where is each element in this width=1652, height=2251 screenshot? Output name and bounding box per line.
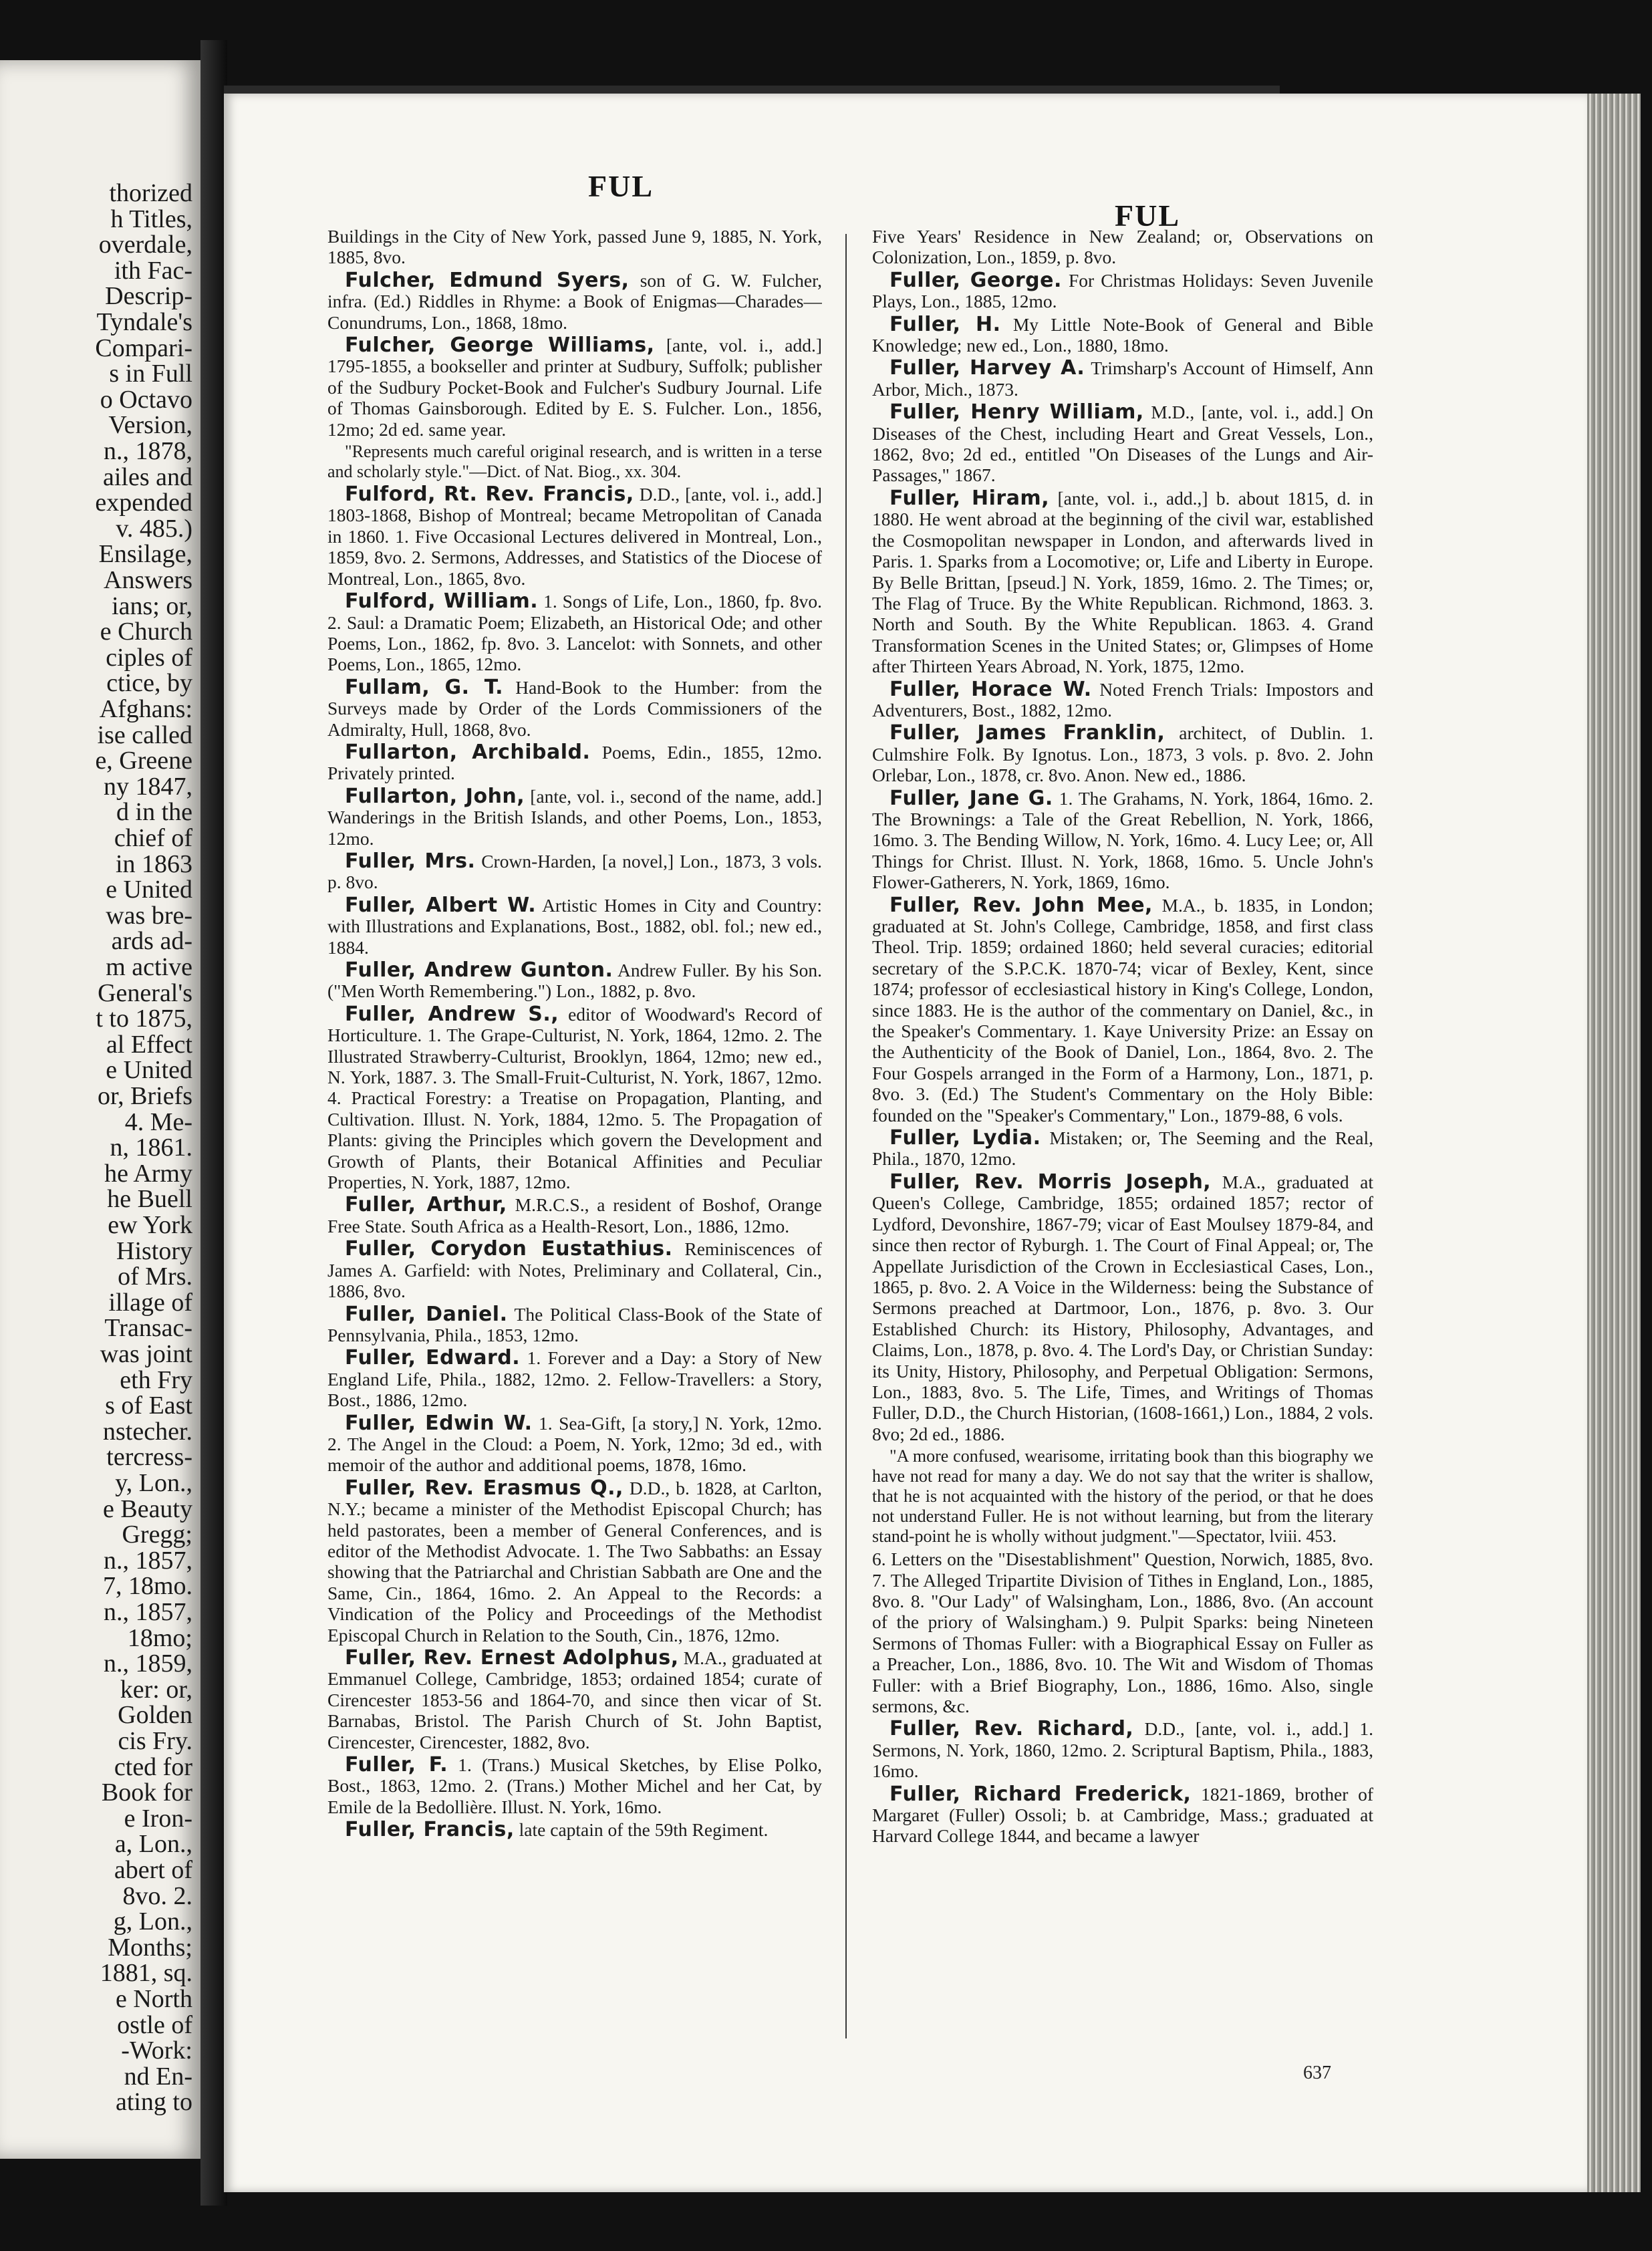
facing-page-line: ker: or,: [120, 1675, 192, 1704]
entry-author-name: Fuller, Hiram,: [889, 486, 1050, 510]
bibliography-entry: [327, 677, 822, 740]
entry-quote: "A more confused, wearisome, irritating book than this biography we have not read for many a day. We do not say that the writer is shallow, that he is not acquainted with the history of the period, or that he does not understand Fuller. He is not without learning, but from the literary stand-point he is wholly without judgment."—Spectator, lviii. 453.: [872, 1446, 1373, 1547]
bibliography-entry: [327, 484, 822, 589]
facing-page-line: ians; or,: [112, 591, 192, 620]
bibliography-entry: [872, 1128, 1373, 1170]
entry-text: Artistic Homes in City and Country: with Illustrations and Explanations, Bost., 1882, obl. fol.; new ed., 1884.: [327, 894, 822, 958]
facing-page-line: e Beauty: [102, 1494, 192, 1523]
right-column: [872, 226, 1373, 2030]
entry-text: Crown-Harden, [a novel,] Lon., 1873, 3 vols. p. 8vo.: [327, 850, 822, 893]
facing-page-fragment: [0, 60, 200, 2159]
bibliography-entry: [872, 722, 1373, 785]
bibliography-entry: [872, 1549, 1373, 1716]
entry-text: [ante, vol. i., add.] 1795-1855, a bookseller and printer at Sudbury, Suffolk; publisher of the Sudbury Pocket-Book and Fulcher's Sudbury Journal. Life of Thomas Gainsborough. Edited by E. S. Fulcher. Lon., 1856, 12mo; 2d ed. same year.: [327, 335, 822, 440]
entry-author-name: Fulford, Rt. Rev. Francis,: [345, 483, 634, 507]
bibliography-entry: [872, 402, 1373, 486]
facing-page-line: n., 1859,: [104, 1649, 192, 1678]
facing-page-line: Book for: [101, 1778, 192, 1807]
entry-author-name: Fuller, Corydon Eustathius.: [345, 1237, 673, 1261]
running-head-right: FUL: [1115, 198, 1180, 233]
page-number: 637: [1303, 2063, 1331, 2083]
facing-page-line: d in the: [116, 798, 192, 827]
entry-author-name: Fullarton, Archibald.: [345, 740, 591, 764]
entry-text: 1821-1869, brother of Margaret (Fuller) Ossoli; b. at Cambridge, Mass.; graduated at Harvard College 1844, and became a lawyer: [872, 1783, 1373, 1847]
facing-page-line: nstecher.: [102, 1417, 192, 1446]
entry-text: D.D., [ante, vol. i., add.] 1. Sermons, N. York, 1860, 12mo. 2. Scriptural Baptism, Phila., 1883, 16mo.: [872, 1718, 1373, 1782]
bibliography-entry: [327, 1413, 822, 1476]
facing-page-line: chief of: [114, 824, 192, 852]
entry-text: Hand-Book to the Humber: from the Surveys made by Order of the Lords Commissioners of the Admiralty, Hull, 1868, 8vo.: [327, 676, 822, 740]
facing-page-line: n, 1861.: [110, 1134, 192, 1162]
bibliography-entry: [327, 226, 822, 268]
bibliography-entry: [327, 1004, 822, 1193]
entry-text: 1. The Grahams, N. York, 1864, 16mo. 2. The Brownings: a Tale of the Great Rebellion, N. York, 1866, 16mo. 3. The Bending Willow, N. York, 16mo. 4. Lucy Lee; or, All Things for Christ. Illust. N. York, 1868, 16mo. 5. Uncle John's Flower-Gatherers, N. York, 1869, 16mo.: [872, 787, 1373, 893]
bibliography-entry: [327, 1478, 822, 1645]
entry-author-name: Fullarton, John,: [345, 784, 525, 808]
facing-page-line: 8vo. 2.: [122, 1881, 192, 1910]
facing-page-line: 1881, sq.: [100, 1959, 192, 1988]
bibliography-entry: [872, 788, 1373, 893]
bibliography-entry: [872, 488, 1373, 677]
facing-page-line: he Buell: [107, 1185, 192, 1214]
entry-text: [ante, vol. i., second of the name, add.] Wanderings in the British Islands, and other Poems, Lon., 1853, 12mo.: [327, 785, 822, 849]
column-rule: [845, 234, 847, 2038]
entry-text: Andrew Fuller. By his Son. ("Men Worth Remembering.") Lon., 1882, p. 8vo.: [327, 960, 822, 1002]
facing-page-line: of Mrs.: [118, 1263, 192, 1291]
bibliography-entry: [872, 314, 1373, 356]
entry-text: The Political Class-Book of the State of Pennsylvania, Phila., 1853, 12mo.: [327, 1303, 822, 1345]
facing-page-line: e, Greene: [95, 747, 192, 775]
facing-page-line: Transac-: [104, 1314, 192, 1343]
bibliography-entry: [327, 742, 822, 784]
entry-author-name: Fulford, William.: [345, 589, 539, 614]
entry-text: Mistaken; or, The Seeming and the Real, Phila., 1870, 12mo.: [872, 1128, 1373, 1170]
facing-page-line: n., 1857,: [104, 1546, 192, 1575]
facing-page-line: thorized: [109, 179, 192, 207]
facing-page-line: Tyndale's: [96, 308, 192, 336]
entry-author-name: Fuller, H.: [889, 312, 1001, 336]
entry-author-name: Fullam, G. T.: [345, 675, 504, 699]
entry-text: editor of Woodward's Record of Horticulture. 1. The Grape-Culturist, N. York, 1864, 12mo. 2. The Illustrated Strawberry-Culturist, Brooklyn, 1864, 12mo; new ed., N. York, 1887. 3. The Small-Fruit-Culturist, N. York, 1867, 12mo. 4. Practical Forestry: a Treatise on Propagation, Planting, and Cultivation. Illust. N. York, 1884, 12mo. 5. The Propagation of Plants: giving the Principles which govern the Development and Growth of Plants, their Botanical Affinities and Peculiar Properties, N. York, 1887, 12mo.: [327, 1003, 822, 1193]
facing-page-line: ew York: [108, 1211, 192, 1239]
entry-author-name: Fuller, Rev. Morris Joseph,: [889, 1170, 1212, 1194]
facing-page-line: Gregg;: [122, 1520, 192, 1549]
entry-text: M.A., graduated at Queen's College, Cambridge, 1855; ordained 1857; rector of Lydford, Devonshire, 1867-79; vicar of East Moulsey 1879-84, and since then rector of Ryburgh. 1. The Court of Final Appeal; or, The Appellate Jurisdiction of the Crown in Ecclesiastical Cases, Lon., 1865, p. 8vo. 2. A Voice in the Wilderness: being the Substance of Sermons preached at Dartmoor, Lon., 1876, p. 8vo. 3. Our Established Church: its History, Philosophy, Advantages, and Claims, Lon., 1878, p. 8vo. 4. The Lord's Day, or Christian Sunday: its Unity, History, Philosophy, and Perpetual Obligation: Sermons, Lon., 1883, 8vo. 5. The Life, Times, and Writings of Thomas Fuller, D.D., the Church Historian, (1608-1661,) Lon., 1884, 2 vols. 8vo; 2d ed., 1886.: [872, 1171, 1373, 1444]
entry-text: Poems, Edin., 1855, 12mo. Privately printed.: [327, 741, 822, 784]
entry-author-name: Fuller, Lydia.: [889, 1126, 1041, 1150]
facing-page-line: was joint: [100, 1340, 192, 1368]
facing-page-line: overdale,: [98, 231, 192, 259]
facing-page-line: al Effect: [106, 1030, 192, 1059]
facing-page-line: e United: [106, 1056, 192, 1085]
entry-author-name: Fuller, Richard Frederick,: [889, 1782, 1192, 1806]
entry-quote: "Represents much careful original research, and is written in a terse and scholarly style."—Dict. of Nat. Biog., xx. 304.: [327, 442, 822, 482]
entry-text: 6. Letters on the "Disestablishment" Question, Norwich, 1885, 8vo. 7. The Alleged Tripartite Division of Tithes in England, Lon., 1885, 8vo. 8. "Our Lady" of Walsingham, Lon., 1886, 8vo. (An account of the priory of Walsingham.) 9. Pulpit Sparks: being Nineteen Sermons of Thomas Fuller: with a Biographical Essay on Fuller as a Preacher, Lon., 1886, 8vo. 10. The Wit and Wisdom of Thomas Fuller: with a Brief Biography, Lon., 1886, 16mo. Also, single sermons, &c.: [872, 1549, 1373, 1716]
entry-author-name: Fuller, Jane G.: [889, 786, 1053, 810]
bibliography-entry: [872, 270, 1373, 312]
book-gutter: [200, 40, 227, 2206]
facing-page-line: t to 1875,: [96, 1005, 192, 1033]
facing-page-line: e Iron-: [124, 1804, 192, 1833]
entry-author-name: Fuller, Edward.: [345, 1346, 521, 1370]
entry-author-name: Fuller, Albert W.: [345, 893, 537, 917]
entry-author-name: Fuller, F.: [345, 1753, 448, 1777]
entry-author-name: Fuller, James Franklin,: [889, 721, 1165, 745]
facing-page-line: Compari-: [95, 334, 192, 362]
facing-page-line: eth Fry: [120, 1365, 192, 1394]
facing-page-line: ostle of: [117, 2010, 192, 2039]
bibliography-entry: [872, 1172, 1373, 1444]
facing-page-line: ciples of: [106, 643, 192, 672]
facing-page-line: ating to: [115, 2088, 192, 2117]
bibliography-entry: [327, 1754, 822, 1817]
facing-page-line: n., 1857,: [104, 1598, 192, 1626]
entry-author-name: Fuller, Mrs.: [345, 849, 476, 873]
facing-page-line: Answers: [104, 566, 192, 594]
bibliography-entry: [327, 1347, 822, 1410]
facing-page-line: tercress-: [106, 1443, 192, 1472]
facing-page-line: ise called: [97, 720, 192, 749]
bibliography-entry: [327, 591, 822, 675]
facing-page-line: s of East: [105, 1392, 192, 1420]
facing-page-line: ny 1847,: [104, 772, 192, 801]
facing-page-line: illage of: [108, 1288, 192, 1317]
bibliography-entry: [327, 1238, 822, 1301]
facing-page-line: a, Lon.,: [114, 1830, 192, 1859]
bibliography-entry: [327, 895, 822, 958]
bibliography-entry: [327, 1647, 822, 1752]
left-column: [327, 226, 822, 2030]
facing-page-line: ards ad-: [111, 927, 192, 956]
bibliography-entry: [327, 270, 822, 333]
entry-text: 1. Songs of Life, Lon., 1860, fp. 8vo. 2. Saul: a Dramatic Poem; Elizabeth, an Historical Ode; and other Poems, Lon., 1862, fp. 8vo. 3. Lancelot: with Sonnets, and other Poems, Lon., 1865, 12mo.: [327, 591, 822, 675]
bibliography-entry: [327, 1194, 822, 1236]
bibliography-entry: [327, 1819, 822, 1840]
facing-page-line: y, Lon.,: [115, 1469, 192, 1497]
facing-page-line: History: [116, 1236, 192, 1265]
entry-author-name: Fuller, Horace W.: [889, 677, 1092, 701]
facing-page-line: m active: [106, 953, 192, 981]
entry-text: My Little Note-Book of General and Bible Knowledge; new ed., Lon., 1880, 18mo.: [872, 313, 1373, 356]
facing-page-line: cis Fry.: [118, 1727, 192, 1755]
entry-text: M.D., [ante, vol. i., add.] On Diseases of the Chest, including Heart and Great Vessels, Lon., 1862, 8vo; 2d ed., entitled "On Diseases of the Lungs and Air-Passages," 1867.: [872, 402, 1373, 486]
facing-page-line: g, Lon.,: [113, 1907, 192, 1936]
bibliography-entry: [327, 1304, 822, 1346]
facing-page-line: General's: [98, 978, 192, 1007]
facing-page-line: Version,: [108, 411, 192, 440]
page-top-shadow: [224, 86, 1280, 94]
facing-page-line: 18mo;: [127, 1623, 192, 1652]
facing-page-line: ctice, by: [106, 669, 192, 698]
facing-page-line: cted for: [114, 1752, 192, 1781]
bibliography-entry: [872, 895, 1373, 1126]
entry-text: son of G. W. Fulcher, infra. (Ed.) Riddles in Rhyme: a Book of Enigmas—Charades—Conundrums, Lon., 1868, 18mo.: [327, 269, 822, 333]
entry-author-name: Fuller, Rev. Erasmus Q.,: [345, 1476, 624, 1500]
entry-author-name: Fuller, Edwin W.: [345, 1411, 533, 1435]
facing-page-line: ailes and: [102, 462, 192, 491]
facing-page-line: o Octavo: [100, 385, 192, 414]
facing-page-line: v. 485.): [116, 514, 192, 543]
facing-page-line: s in Full: [109, 360, 192, 388]
running-head-left: FUL: [588, 169, 654, 203]
entry-text: [ante, vol. i., add.,] b. about 1815, d. in 1880. He went abroad at the beginning of the civil war, established the Cosmopolitan newspaper in London, and afterwards lived in Paris. 1. Sparks from a Locomotive; or, Life and Liberty in Europe. By Belle Brittan, [pseud.] N. York, 1859, 16mo. 2. The Times; or, The Flag of Truce. By the White Republican. Richmond, 1863. 3. North and South. By the White Republican. 1863. 4. Grand Transformation Scenes in the United States; or, Glimpses of Home after Thirteen Years Abroad, N. York, 1875, 12mo.: [872, 487, 1373, 677]
bibliography-entry: [872, 679, 1373, 721]
facing-page-line: Ensilage,: [98, 540, 192, 569]
entry-author-name: Fuller, Harvey A.: [889, 356, 1085, 380]
facing-page-line: or, Briefs: [98, 1082, 192, 1110]
facing-page-line: ith Fac-: [114, 256, 192, 285]
facing-page-line: -Work:: [121, 2036, 192, 2065]
entry-text: late captain of the 59th Regiment.: [519, 1819, 769, 1841]
entry-author-name: Fuller, Andrew Gunton.: [345, 958, 613, 982]
bibliography-entry: [872, 1784, 1373, 1847]
entry-text: M.A., b. 1835, in London; graduated at St. John's College, Cambridge, 1858, and first class Theol. Trip. 1859; ordained 1860; held several curacies; editorial secretary of the S.P.C.K. 1870-74; vicar of Bexley, Kent, since 1874; professor of ecclesiastical history in King's College, London, since 1883. He is the author of the commentary on Daniel, &c., in the Speaker's Commentary. 1. Kaye University Prize: an Essay on the Authenticity of the Book of Daniel, Lon., 1864, 8vo. 2. The Four Gospels arranged in the Form of a Harmony, Lon., 1871, p. 8vo. 3. (Ed.) The Student's Commentary on the Holy Bible: founded on the "Speaker's Commentary," Lon., 1879-88, 6 vols.: [872, 894, 1373, 1126]
facing-page-line: abert of: [114, 1856, 192, 1884]
facing-page-line: in 1863: [115, 849, 192, 878]
entry-text: 1. Sea-Gift, [a story,] N. York, 12mo. 2. The Angel in the Cloud: a Poem, N. York, 12mo; 3d ed., with memoir of the author and additional poems, 1878, 16mo.: [327, 1412, 822, 1476]
entry-author-name: Fulcher, Edmund Syers,: [345, 268, 630, 292]
entry-author-name: Fulcher, George Williams,: [345, 334, 655, 358]
facing-page-line: Afghans:: [99, 695, 192, 723]
bibliography-entry: [872, 226, 1373, 268]
entry-text: M.R.C.S., a resident of Boshof, Orange Free State. South Africa as a Health-Resort, Lon., 1886, 12mo.: [327, 1194, 822, 1236]
facing-page-line: nd En-: [124, 2062, 192, 2091]
entry-text: Noted French Trials: Impostors and Adventurers, Bost., 1882, 12mo.: [872, 678, 1373, 720]
facing-page-line: was bre-: [106, 901, 192, 930]
facing-page-line: e United: [106, 876, 192, 904]
entry-text: architect, of Dublin. 1. Culmshire Folk. By Ignotus. Lon., 1873, 3 vols. p. 8vo. 2. John Orlebar, Lon., 1878, cr. 8vo. Anon. New ed., 1886.: [872, 722, 1373, 786]
facing-page-line: n., 1878,: [104, 437, 192, 465]
facing-page-line: e Church: [100, 618, 192, 646]
entry-author-name: Fuller, Francis,: [345, 1818, 515, 1842]
bibliography-entry: [872, 358, 1373, 400]
entry-author-name: Fuller, Daniel.: [345, 1302, 508, 1326]
entry-author-name: Fuller, Rev. Ernest Adolphus,: [345, 1646, 679, 1670]
entry-text: Trimsharp's Account of Himself, Ann Arbor, Mich., 1873.: [872, 358, 1373, 400]
facing-page-line: Months;: [108, 1933, 192, 1962]
entry-text: 1. (Trans.) Musical Sketches, by Elise Polko, Bost., 1863, 12mo. 2. (Trans.) Mother Michel and her Cat, by Emile de la Bedollière. Illust. N. York, 16mo.: [327, 1754, 822, 1817]
bibliography-entry: [327, 851, 822, 893]
facing-page-line: 4. Me-: [124, 1107, 192, 1136]
entry-author-name: Fuller, Henry William,: [889, 400, 1144, 424]
facing-page-line: he Army: [104, 1159, 192, 1188]
facing-page-line: expended: [95, 489, 192, 517]
bibliography-entry: [327, 960, 822, 1002]
entry-author-name: Fuller, Rev. Richard,: [889, 1717, 1134, 1741]
entry-author-name: Fuller, George.: [889, 268, 1062, 292]
entry-text: 1. Forever and a Day: a Story of New England Life, Phila., 1882, 12mo. 2. Fellow-Travellers: a Story, Bost., 1886, 12mo.: [327, 1347, 822, 1411]
entry-text: Buildings in the City of New York, passed June 9, 1885, N. York, 1885, 8vo.: [327, 226, 822, 268]
page-edges: [1587, 94, 1641, 2192]
entry-text: Reminiscences of James A. Garfield: with Notes, Preliminary and Collateral, Cin., 1886, 8vo.: [327, 1238, 822, 1302]
bibliography-entry: [872, 1718, 1373, 1781]
entry-text: For Christmas Holidays: Seven Juvenile Plays, Lon., 1885, 12mo.: [872, 269, 1373, 312]
entry-text: D.D., b. 1828, at Carlton, N.Y.; became a minister of the Methodist Episcopal Church; has held pastorates, been a member of General Conferences, and is editor of the Methodist Advocate. 1. The Two Sabbaths: an Essay showing that the Patriarchal and Christian Sabbath are One and the Same, Cin., 1864, 16mo. 2. An Appeal to the Records: a Vindication of the Policy and Proceedings of the Methodist Episcopal Church in Relation to the South, Cin., 1876, 12mo.: [327, 1477, 822, 1645]
entry-text: Five Years' Residence in New Zealand; or, Observations on Colonization, Lon., 1859, p. 8vo.: [872, 226, 1373, 268]
facing-page-line: e North: [115, 1985, 192, 2013]
bibliography-entry: [327, 786, 822, 849]
facing-page-line: Golden: [118, 1701, 192, 1730]
entry-author-name: Fuller, Rev. John Mee,: [889, 893, 1153, 917]
facing-page-line: 7, 18mo.: [102, 1572, 192, 1601]
entry-text: M.A., graduated at Emmanuel College, Cambridge, 1853; ordained 1854; curate of Cirencester 1853-56 and 1864-70, and since then vicar of St. Barnabas, Bristol. The Parish Church of St. John Baptist, Cirencester, Cirencester, 1882, 8vo.: [327, 1647, 822, 1752]
facing-page-line: Descrip-: [105, 282, 192, 311]
bibliography-entry: [327, 335, 822, 440]
entry-author-name: Fuller, Andrew S.,: [345, 1002, 559, 1026]
entry-text: D.D., [ante, vol. i., add.] 1803-1868, Bishop of Montreal; became Metropolitan of Canada in 1860. 1. Five Occasional Lectures delivered in Montreal, Lon., 1859, 8vo. 2. Sermons, Addresses, and Statistics of the Diocese of Montreal, Lon., 1865, 8vo.: [327, 484, 822, 589]
facing-page-line: h Titles,: [110, 205, 192, 233]
entry-author-name: Fuller, Arthur,: [345, 1193, 507, 1217]
